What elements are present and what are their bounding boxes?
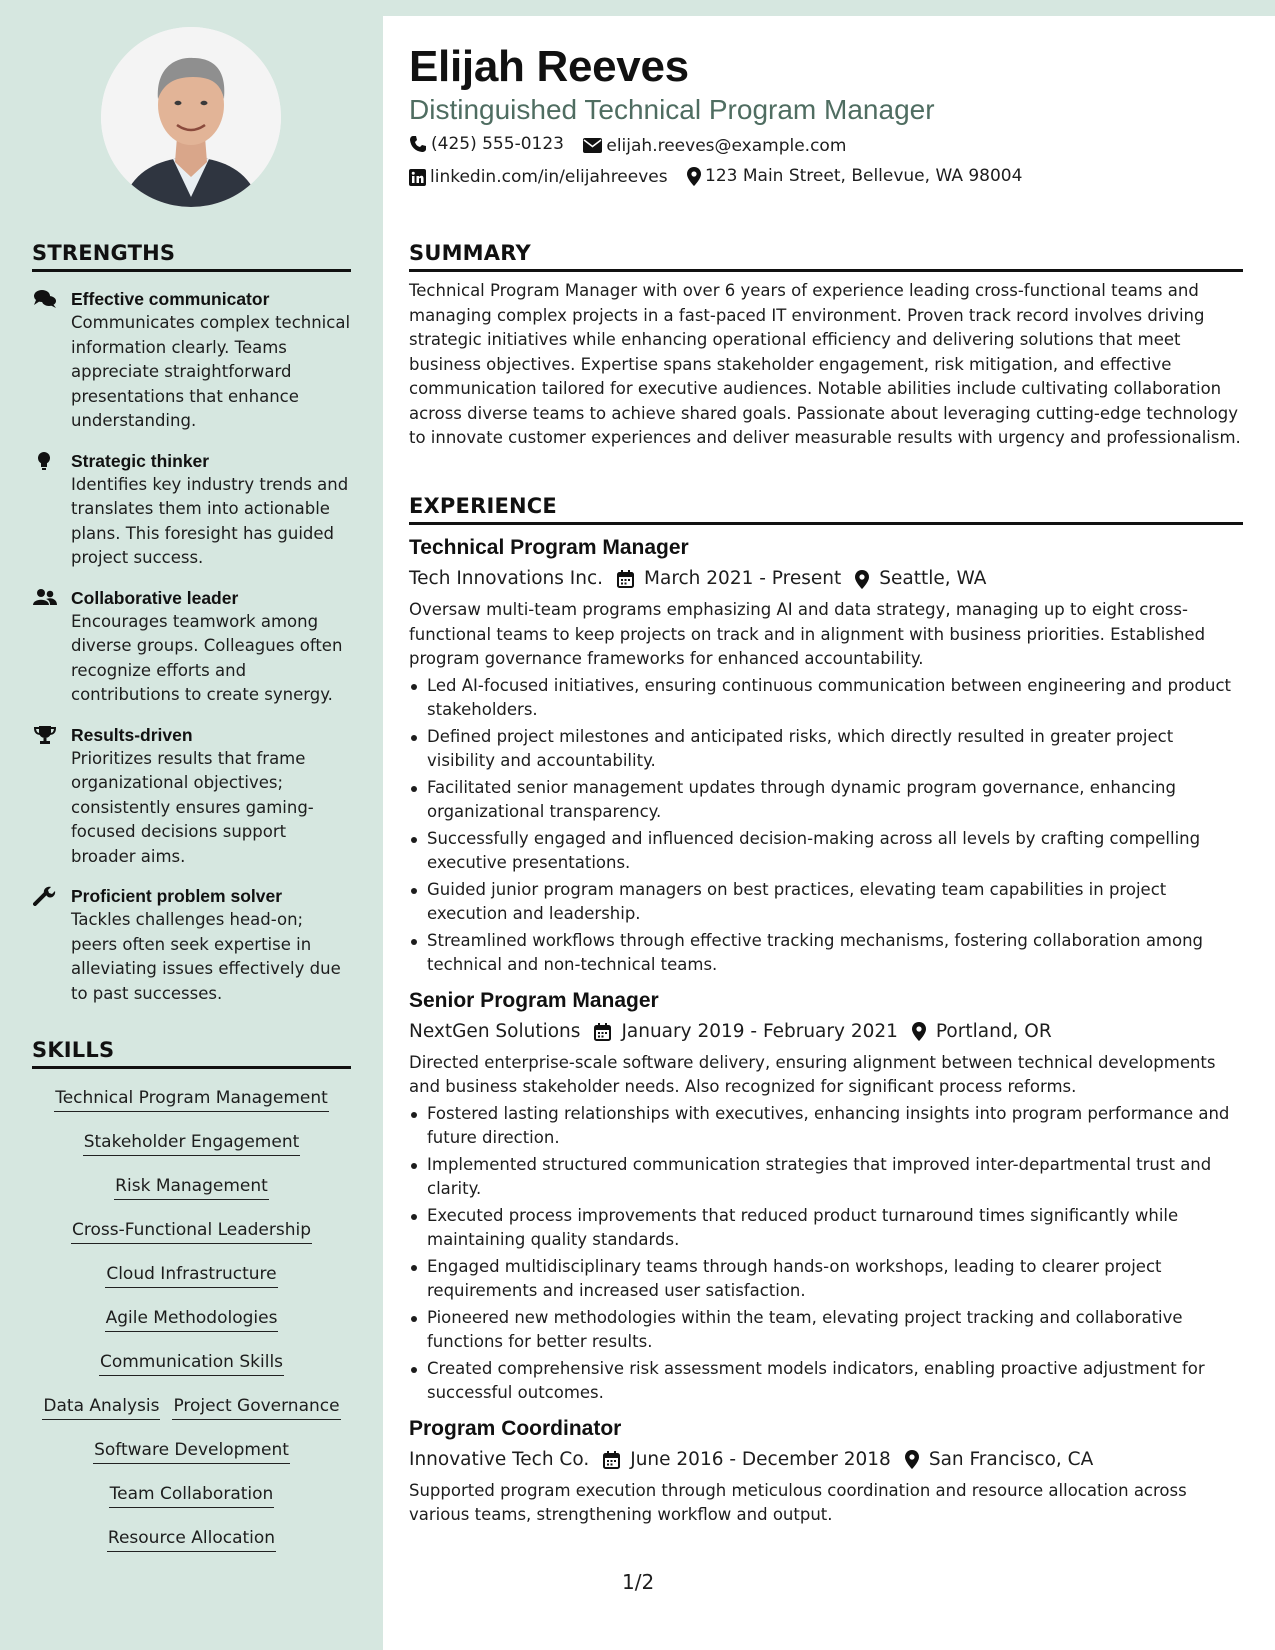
calendar-icon — [603, 1451, 620, 1469]
list-item: Created comprehensive risk assessment models indicators, enabling proactive adjustment for successful outcomes. — [409, 1357, 1243, 1406]
job-location: Seattle, WA — [879, 568, 987, 589]
skill-tag: Stakeholder Engagement — [83, 1129, 301, 1156]
email-text[interactable]: elijah.reeves@example.com — [606, 135, 847, 156]
strength-title: Proficient problem solver — [71, 886, 283, 906]
skill-tag: Software Development — [93, 1437, 290, 1464]
sidebar — [0, 0, 383, 1650]
job-meta — [409, 564, 1243, 594]
list-item: Pioneered new methodologies within the team, elevating project tracking and collaborative functions for better results. — [409, 1306, 1243, 1355]
map-pin-icon — [687, 167, 701, 186]
skill-tag: Cross-Functional Leadership — [71, 1217, 312, 1244]
skills-section — [32, 1038, 351, 1559]
strength-text: Prioritizes results that frame organizational objectives; consistently ensures gaming-focused decisions support broader aims. — [71, 748, 314, 866]
strength-text: Communicates complex technical information clearly. Teams appreciate straightforward presentations that enhance understanding. — [71, 313, 351, 430]
list-item: Implemented structured communication strategies that improved inter-departmental trust and clarity. — [409, 1153, 1243, 1202]
address-text: 123 Main Street, Bellevue, WA 98004 — [705, 166, 1023, 186]
experience-section — [409, 494, 1243, 1528]
skill-tag: Resource Allocation — [107, 1525, 276, 1552]
skill-tag: Technical Program Management — [54, 1085, 329, 1112]
list-item: Engaged multidisciplinary teams through hands-on workshops, leading to clearer project requirements and increased user satisfaction. — [409, 1255, 1243, 1304]
skill-tag: Agile Methodologies — [105, 1305, 279, 1332]
job-entry — [409, 986, 1243, 1406]
job-bullets — [409, 674, 1243, 978]
candidate-title: Distinguished Technical Program Manager — [409, 94, 935, 125]
phone-text: (425) 555-0123 — [431, 134, 564, 154]
strength-text: Encourages teamwork among diverse groups. Colleagues often recognize efforts and contributions to create synergy. — [71, 611, 343, 704]
job-role: Program Coordinator — [409, 1416, 622, 1440]
strength-item — [32, 449, 351, 571]
job-meta — [409, 1017, 1243, 1047]
contact-row — [409, 134, 860, 158]
list-item: Streamlined workflows through effective tracking mechanisms, fostering collaboration among technical and non-technical teams. — [409, 929, 1243, 978]
list-item: Executed process improvements that reduced product turnaround times significantly while maintaining quality standards. — [409, 1204, 1243, 1253]
list-item: Guided junior program managers on best practices, elevating team capabilities in project execution and leadership. — [409, 878, 1243, 927]
job-bullets — [409, 1102, 1243, 1406]
linkedin-item[interactable] — [409, 167, 668, 187]
linkedin-text[interactable]: linkedin.com/in/elijahreeves — [430, 167, 668, 187]
envelope-icon — [583, 138, 602, 153]
strength-title: Collaborative leader — [71, 587, 239, 608]
users-icon — [33, 588, 57, 608]
strength-text: Identifies key industry trends and translates them into actionable plans. This foresight has guided project success. — [71, 474, 349, 567]
linkedin-icon — [409, 169, 426, 186]
job-description: Directed enterprise-scale software delivery, ensuring alignment between technical developments and business stakeholder needs. Also recognized for significant process reforms. — [409, 1052, 1216, 1096]
phone-item — [409, 134, 564, 154]
trophy-icon — [33, 725, 57, 745]
main-content — [383, 16, 1275, 1650]
list-item: Fostered lasting relationships with executives, enhancing insights into program performance and future direction. — [409, 1102, 1243, 1151]
contact-row — [409, 166, 1036, 191]
job-description: Supported program execution through meticulous coordination and resource allocation across various teams, strengthening workflow and output. — [409, 1480, 1187, 1524]
skills-heading: SKILLS — [32, 1038, 351, 1069]
job-meta — [409, 1445, 1243, 1475]
job-company: Innovative Tech Co. — [409, 1448, 590, 1470]
map-pin-icon — [905, 1450, 919, 1469]
map-pin-icon — [855, 570, 869, 589]
calendar-icon — [594, 1023, 611, 1041]
address-item — [687, 166, 1022, 186]
phone-icon — [409, 135, 427, 153]
portrait-image — [101, 27, 281, 207]
experience-heading: EXPERIENCE — [409, 494, 1243, 525]
job-company: Tech Innovations Inc. — [409, 568, 604, 589]
comments-icon — [33, 289, 57, 309]
calendar-icon — [617, 570, 634, 588]
strengths-section — [32, 241, 351, 1006]
skill-tag: Project Governance — [172, 1393, 340, 1420]
skill-tag: Data Analysis — [42, 1393, 160, 1420]
map-pin-icon — [912, 1022, 926, 1041]
list-item: Facilitated senior management updates through dynamic program governance, enhancing organizational transparency. — [409, 776, 1243, 825]
strength-title: Strategic thinker — [71, 450, 210, 471]
strength-title: Effective communicator — [71, 289, 270, 309]
skill-tag: Communication Skills — [99, 1349, 284, 1376]
job-company: NextGen Solutions — [409, 1020, 581, 1042]
candidate-name: Elijah Reeves — [409, 42, 689, 91]
page-number: 1/2 — [622, 1570, 655, 1594]
job-entry — [409, 533, 1243, 978]
job-location: Portland, OR — [935, 1020, 1052, 1042]
strength-title: Results-driven — [71, 724, 193, 745]
profile-photo — [101, 27, 281, 207]
skill-tag: Cloud Infrastructure — [105, 1261, 277, 1288]
skills-list — [32, 1069, 351, 1559]
job-role: Technical Program Manager — [409, 536, 689, 559]
job-dates: March 2021 - Present — [644, 568, 842, 589]
summary-heading: SUMMARY — [409, 241, 1243, 272]
strength-text: Tackles challenges head-on; peers often seek expertise in alleviating issues effectively due to past successes. — [71, 910, 341, 1003]
job-entry — [409, 1414, 1243, 1528]
strength-item — [32, 287, 351, 434]
strength-item — [32, 723, 351, 870]
job-role: Senior Program Manager — [409, 988, 659, 1012]
list-item: Successfully engaged and influenced decision-making across all levels by crafting compelling executive presentations. — [409, 827, 1243, 876]
strengths-heading: STRENGTHS — [32, 241, 351, 272]
list-item: Defined project milestones and anticipated risks, which directly resulted in greater project visibility and accountability. — [409, 725, 1243, 774]
skill-tag: Team Collaboration — [109, 1481, 275, 1508]
email-item[interactable] — [583, 136, 846, 156]
strength-item — [32, 586, 351, 708]
strength-item — [32, 884, 351, 1006]
list-item: Led AI-focused initiatives, ensuring continuous communication between engineering and product stakeholders. — [409, 674, 1243, 723]
skill-tag: Risk Management — [114, 1173, 269, 1200]
job-dates: June 2016 - December 2018 — [630, 1448, 891, 1470]
job-location: San Francisco, CA — [928, 1448, 1094, 1470]
summary-text: Technical Program Manager with over 6 years of experience leading cross-functional teams and managing complex projects in a fast-paced IT environment. Proven track record involves driving strategic initiatives while enhancing operational efficiency and delivering solutions that meet business objectives. Expertise spans stakeholder engagement, risk mitigation, and effective communication tailored for executive audiences. Notable abilities include cultivating collaboration across diverse teams to achieve shared goals. Passionate about leveraging cutting-edge technology to innovate customer experiences and deliver measurable results with urgency and professionalism. — [409, 281, 1241, 447]
job-description: Oversaw multi-team programs emphasizing AI and data strategy, managing up to eight cross-functional teams to keep projects on track and in alignment with business priorities. Established program governance frameworks for enhanced accountability. — [409, 600, 1206, 668]
wrench-icon — [33, 886, 57, 906]
job-dates: January 2019 - February 2021 — [621, 1020, 898, 1042]
summary-section — [409, 241, 1243, 451]
lightbulb-icon — [33, 451, 57, 471]
